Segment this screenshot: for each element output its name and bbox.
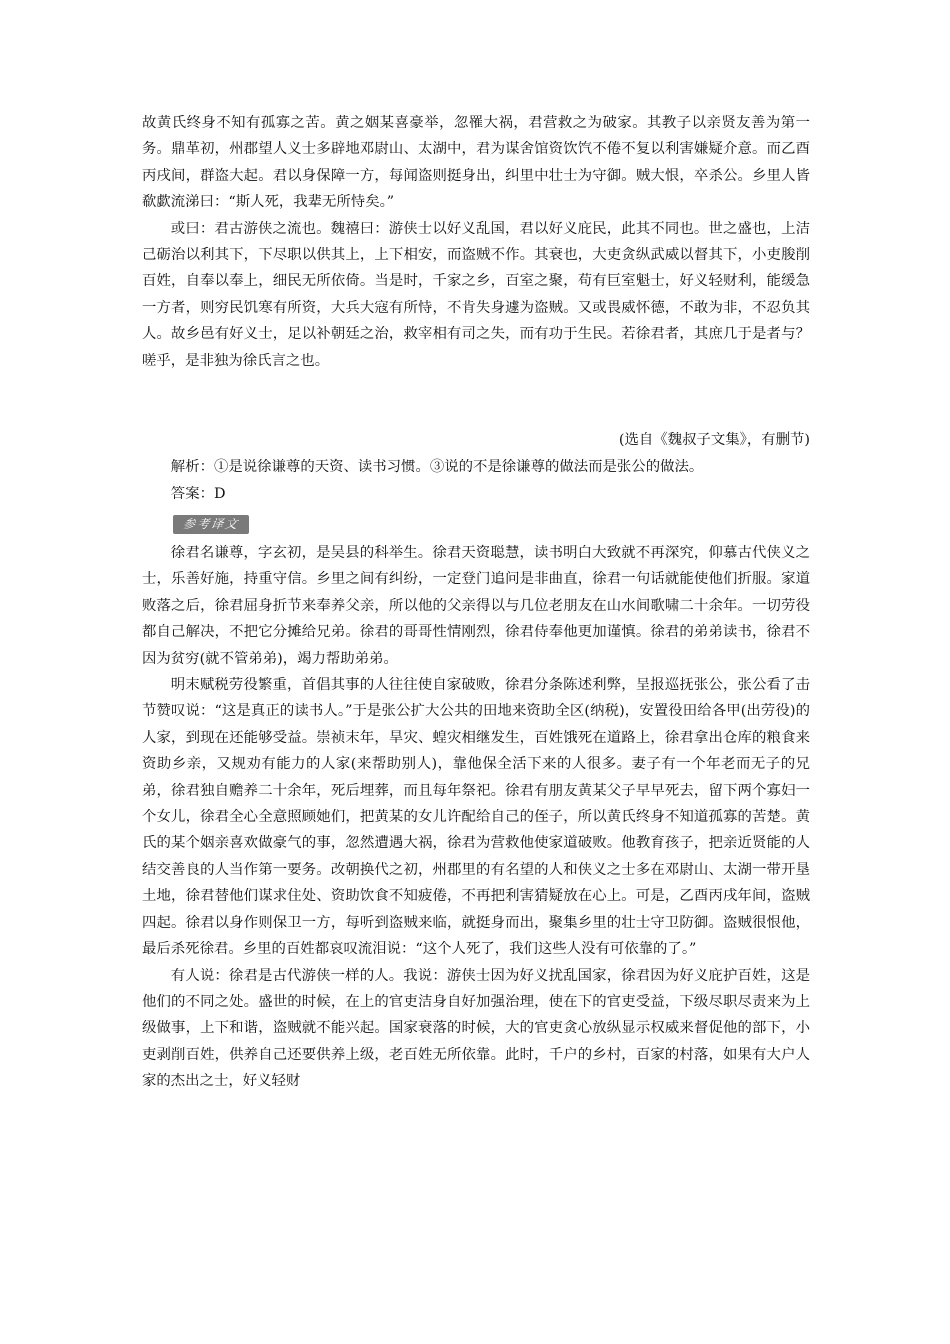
passage-paragraph-2: 或曰：君古游侠之流也。魏禧曰：游侠士以好义乱国，君以好义庇民，此其不同也。世之盛也，上洁己砺治以利其下，下尽职以供其上，上下相安，而盗贼不作。其衰也，大吏贪纵武威以督其下，小吏朘削百姓，自奉以奉上，细民无所依倚。当是时，千家之乡，百室之聚，苟有巨室魁士，好义轻财利，能缓急一方者，则穷民饥寒有所资，大兵大寇有所恃，不肯失身遽为盗贼。又或畏威怀德，不敢为非，不忍负其人。故乡邑有好义士，足以补朝廷之治，救宰相有司之失，而有功于生民。若徐君者，其庶几于是者与？嗟乎，是非独为徐氏言之也。: [142, 220, 810, 369]
translation-paragraph-1: 徐君名谦尊，字玄初，是吴县的科举生。徐君天资聪慧，读书明白大致就不再深究，仰慕古代侠义之士，乐善好施，持重守信。乡里之间有纠纷，一定登门追问是非曲直，徐君一句话就能使他们折服。家道败落之后，徐君屈身折节来奉养父亲，所以他的父亲得以与几位老朋友在山水间歌啸二十余年。一切劳役都自己解决，不把它分摊给兄弟。徐君的哥哥性情刚烈，徐君侍奉他更加谨慎。徐君的弟弟读书，徐君不因为贫穷(就不管弟弟)，竭力帮助弟弟。: [142, 545, 810, 667]
reference-translation-badge: [173, 515, 249, 534]
badge-label: 参考译文: [181, 517, 241, 531]
translation-paragraph-3: 有人说：徐君是古代游侠一样的人。我说：游侠士因为好义扰乱国家，徐君因为好义庇护百姓，这是他们的不同之处。盛世的时候，在上的官吏洁身自好加强治理，使在下的官吏受益，下级尽职尽责来为上级做事，上下和谐，盗贼就不能兴起。国家衰落的时候，大的官吏贪心放纵显示权威来督促他的部下，小吏剥削百姓，供养自己还要供养上级，老百姓无所依靠。此时，千户的乡村，百家的村落，如果有大户人家的杰出之士，好义轻财: [142, 967, 810, 1090]
translation-paragraph-2: 明末赋税劳役繁重，首倡其事的人往往使自家破败，徐君分条陈述利弊，呈报巡抚张公，张公看了击节赞叹说：“这是真正的读书人。”于是张公扩大公共的田地来资助全区(纳税)，安置役田给各甲(出劳役)的人家，到现在还能够受益。崇祯末年，旱灾、蝗灾相继发生，百姓饿死在道路上，徐君拿出仓库的粮食来资助乡亲，又规劝有能力的人家(来帮助别人)，靠他保全活下来的人很多。妻子有一个年老而无子的兄弟，徐君独自赡养二十余年，死后埋葬，而且每年祭祀。徐君有朋友黄某父子早早死去，留下两个寡妇一个女儿，徐君全心全意照顾她们，把黄某的女儿许配给自己的侄子，所以黄氏终身不知道孤寡的苦楚。黄氏的某个姻亲喜欢做豪气的事，忽然遭遇大祸，徐君为营救他使家道破败。他教育孩子，把亲近贤能的人结交善良的人当作第一要务。改朝换代之初，州郡里的有名望的人和侠义之士多在邓尉山、太湖一带开垦土地，徐君替他们谋求住处、资助饮食不知疲倦，不再把利害猜疑放在心上。可是，乙酉丙戌年间，盗贼四起。徐君以身作则保卫一方，每听到盗贼来临，就挺身而出，聚集乡里的壮士守卫防御。盗贼很恨他，最后杀死徐君。乡里的百姓都哀叹流泪说：“这个人死了，我们这些人没有可依靠的了。”: [142, 677, 810, 958]
answer-text: 答案：D: [170, 486, 226, 502]
translation-block: [142, 540, 810, 1095]
analysis-text: 解析：①是说徐谦尊的天资、读书习惯。③说的不是徐谦尊的做法而是张公的做法。: [170, 459, 704, 475]
source-note: (选自《魏叔子文集》，有删节): [618, 432, 810, 448]
passage-block: [142, 110, 810, 374]
passage-paragraph-1: 故黄氏终身不知有孤寡之苦。黄之姻某喜豪举，忽罹大祸，君营救之为破家。其教子以亲贤友善为第一务。鼎革初，州郡望人义士多辟地邓尉山、太湖中，君为谋舍馆资饮饩不倦不复以利害嫌疑介意。而乙酉丙戌间，群盗大起。君以身保障一方，每闻盗则挺身出，纠里中壮士为守御。贼大恨，卒杀公。乡里人皆欷歔流涕曰：“斯人死，我辈无所恃矣。”: [142, 115, 810, 211]
